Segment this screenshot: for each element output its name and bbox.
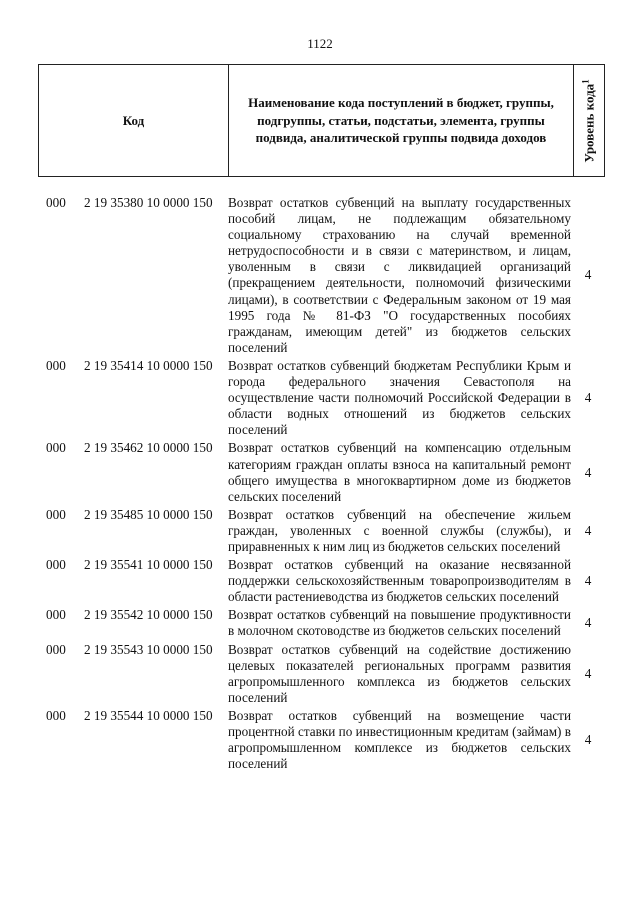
row-level: 4 bbox=[584, 522, 592, 538]
row-name: Возврат остатков субвенций на содействие достижению целевых показателей региональных программ развития агропромышленного комплекса из бюджетов сельских поселений bbox=[228, 641, 571, 705]
row-code bbox=[38, 507, 228, 555]
row-code bbox=[38, 557, 228, 605]
row-name: Возврат остатков субвенций на выплату государственных пособий лицам, не подлежащим обязательному социальному страхованию на случай временной нетрудоспособности и в связи с материнством, и лицам, уволенным в связи с ликвидацией организаций (прекращением деятельности, полномочий физическими лицами), в соответствии с Федеральным законом от 19 мая 1995 года № 81-ФЗ "О государственных пособиях гражданам, имеющим детей" из бюджетов сельских поселений bbox=[228, 195, 571, 355]
row-level: 4 bbox=[584, 390, 592, 406]
row-level: 4 bbox=[584, 615, 592, 631]
table-row bbox=[38, 195, 605, 356]
row-income-code: 2 19 35462 10 0000 150 bbox=[84, 440, 213, 456]
row-level: 4 bbox=[584, 573, 592, 589]
table-row bbox=[38, 507, 605, 555]
table-body bbox=[38, 195, 605, 772]
table-row bbox=[38, 708, 605, 772]
row-code bbox=[38, 642, 228, 706]
header-code: Код bbox=[39, 65, 229, 176]
row-code bbox=[38, 358, 228, 438]
header-level-label bbox=[580, 79, 597, 162]
row-admin-code: 000 bbox=[46, 557, 66, 573]
row-admin-code: 000 bbox=[46, 195, 66, 210]
row-name: Возврат остатков субвенций на возмещение части процентной ставки по инвестиционным кредитам (займам) в агропромышленном комплексе из бюджетов сельских поселений bbox=[228, 707, 571, 772]
row-income-code: 2 19 35544 10 0000 150 bbox=[84, 707, 213, 723]
header-level-text: Уровень кода bbox=[581, 83, 597, 163]
row-level: 4 bbox=[584, 665, 592, 681]
table-row bbox=[38, 557, 605, 605]
row-name: Возврат остатков субвенций на обеспечение жильем граждан, уволенных с военной службы (службы), и приравненных к ним лиц из бюджетов сельских поселений bbox=[228, 506, 571, 554]
row-name: Возврат остатков субвенций на компенсацию отдельным категориям граждан оплаты взноса на капитальный ремонт общего имущества в многоквартирном доме из бюджетов сельских поселений bbox=[228, 440, 571, 504]
row-level: 4 bbox=[584, 267, 592, 283]
row-income-code: 2 19 35380 10 0000 150 bbox=[84, 195, 213, 210]
header-level-footnote: 1 bbox=[580, 78, 591, 84]
page-number: 1122 bbox=[307, 36, 333, 51]
row-code bbox=[38, 607, 228, 639]
row-name: Возврат остатков субвенций на оказание несвязанной поддержки сельскохозяйственным товаропроизводителям в области растениеводства из бюджетов сельских поселений bbox=[228, 557, 571, 605]
row-admin-code: 000 bbox=[46, 641, 66, 657]
table-row bbox=[38, 358, 605, 438]
row-income-code: 2 19 35485 10 0000 150 bbox=[84, 506, 213, 522]
table-row bbox=[38, 440, 605, 504]
row-admin-code: 000 bbox=[46, 506, 66, 522]
row-admin-code: 000 bbox=[46, 607, 66, 623]
table-row bbox=[38, 607, 605, 639]
table-row bbox=[38, 642, 605, 706]
row-admin-code: 000 bbox=[46, 357, 66, 373]
header-name: Наименование кода поступлений в бюджет, группы, подгруппы, статьи, подстатьи, элемента, группы подвида, аналитической группы подвида доходов bbox=[229, 65, 574, 176]
row-level: 4 bbox=[584, 464, 592, 480]
row-income-code: 2 19 35543 10 0000 150 bbox=[84, 641, 213, 657]
row-income-code: 2 19 35541 10 0000 150 bbox=[84, 557, 213, 573]
row-admin-code: 000 bbox=[46, 440, 66, 456]
row-income-code: 2 19 35414 10 0000 150 bbox=[84, 357, 213, 373]
header-level bbox=[574, 65, 604, 176]
row-income-code: 2 19 35542 10 0000 150 bbox=[84, 607, 213, 623]
row-code bbox=[38, 708, 228, 772]
row-level: 4 bbox=[584, 732, 592, 748]
row-code bbox=[38, 195, 228, 356]
row-code bbox=[38, 440, 228, 504]
row-admin-code: 000 bbox=[46, 707, 66, 723]
row-name: Возврат остатков субвенций бюджетам Республики Крым и города федерального значения Севастополя на осуществление части полномочий Российской Федерации в области водных отношений из бюджетов сельских поселений bbox=[228, 357, 571, 438]
row-name: Возврат остатков субвенций на повышение продуктивности в молочном скотоводстве из бюджетов сельских поселений bbox=[228, 607, 571, 639]
table-header bbox=[38, 64, 605, 177]
